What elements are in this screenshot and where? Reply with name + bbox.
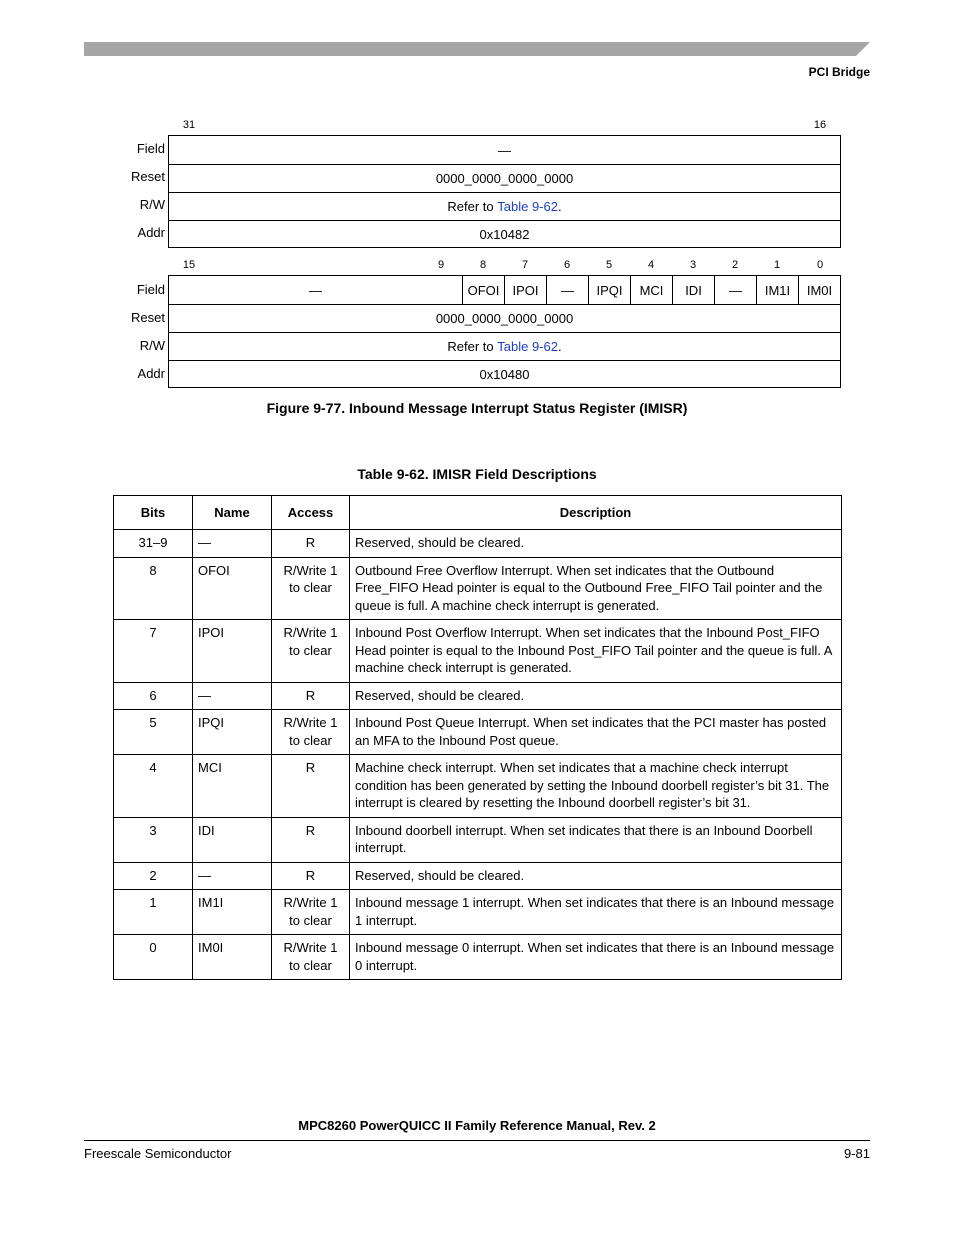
cell-name: — xyxy=(193,682,272,710)
header-bar xyxy=(84,42,870,56)
header-description: Description xyxy=(350,496,842,530)
bit-number: 2 xyxy=(731,259,739,271)
lower-field-row xyxy=(169,276,840,304)
table-row xyxy=(114,710,842,755)
cell-description: Reserved, should be cleared. xyxy=(350,530,842,558)
cell-name: MCI xyxy=(193,755,272,818)
cell-access: R/Write 1 to clear xyxy=(272,710,350,755)
register-lower-box xyxy=(168,275,841,388)
lower-rw-prefix: Refer to xyxy=(447,339,498,354)
cell-description: Machine check interrupt. When set indicates that a machine check interrupt condition has been generated by setting the Inbound doorbell register’s bit 31. The interrupt is cleared by resetting the Inbound doorbell register’s bit 31. xyxy=(350,755,842,818)
upper-rw-row xyxy=(169,192,840,220)
upper-field-value: — xyxy=(498,142,511,158)
table-row xyxy=(114,682,842,710)
cell-name: IPQI xyxy=(193,710,272,755)
upper-addr-row xyxy=(169,220,840,248)
field-reserved-2: — xyxy=(714,276,756,304)
field-idi: IDI xyxy=(672,276,714,304)
field-ipoi: IPOI xyxy=(504,276,546,304)
cell-bits: 5 xyxy=(114,710,193,755)
upper-reset-value: 0000_0000_0000_0000 xyxy=(435,171,574,186)
cell-name: IM1I xyxy=(193,890,272,935)
cell-description: Outbound Free Overflow Interrupt. When set indicates that the Outbound Free_FIFO Head pointer is equal to the Outbound Free_FIFO Tail pointer and the queue is full. A machine check interrupt is generated. xyxy=(350,557,842,620)
cell-bits: 31–9 xyxy=(114,530,193,558)
lower-addr-value: 0x10480 xyxy=(479,367,530,382)
row-label-addr: Addr xyxy=(137,366,165,381)
cell-access: R/Write 1 to clear xyxy=(272,620,350,683)
field-im1i: IM1I xyxy=(756,276,798,304)
lower-reset-value: 0000_0000_0000_0000 xyxy=(435,311,574,326)
cell-bits: 0 xyxy=(114,935,193,980)
table-caption: Table 9-62. IMISR Field Descriptions xyxy=(357,466,597,482)
table-row xyxy=(114,862,842,890)
cell-access: R xyxy=(272,682,350,710)
lower-reset-row xyxy=(169,304,840,332)
table-row xyxy=(114,755,842,818)
upper-rw-table-link[interactable]: Table 9-62 xyxy=(497,199,558,214)
cell-access: R xyxy=(272,530,350,558)
table-row xyxy=(114,557,842,620)
page-number: 9-81 xyxy=(843,1146,870,1161)
section-title: PCI Bridge xyxy=(808,65,870,79)
bit-number: 6 xyxy=(563,259,571,271)
cell-bits: 4 xyxy=(114,755,193,818)
cell-access: R/Write 1 to clear xyxy=(272,890,350,935)
bit-number: 7 xyxy=(521,259,529,271)
field-mci: MCI xyxy=(630,276,672,304)
field-reserved-6: — xyxy=(546,276,588,304)
upper-rw-suffix: . xyxy=(557,199,562,214)
cell-name: IPOI xyxy=(193,620,272,683)
cell-access: R/Write 1 to clear xyxy=(272,557,350,620)
field-ofoi: OFOI xyxy=(462,276,504,304)
cell-name: IDI xyxy=(193,817,272,862)
bit-number: 1 xyxy=(773,259,781,271)
field-reserved-15-9: — xyxy=(309,282,322,298)
register-upper-box xyxy=(168,135,841,248)
table-row xyxy=(114,620,842,683)
footer-company: Freescale Semiconductor xyxy=(84,1146,232,1161)
row-label-rw: R/W xyxy=(139,338,165,353)
cell-description: Inbound Post Queue Interrupt. When set indicates that the PCI master has posted an MFA to the Inbound Post queue. xyxy=(350,710,842,755)
header-access: Access xyxy=(272,496,350,530)
cell-name: — xyxy=(193,862,272,890)
cell-access: R xyxy=(272,862,350,890)
cell-access: R xyxy=(272,817,350,862)
cell-description: Inbound message 0 interrupt. When set indicates that there is an Inbound message 0 interrupt. xyxy=(350,935,842,980)
bit-number: 9 xyxy=(437,259,445,271)
cell-bits: 1 xyxy=(114,890,193,935)
cell-description: Inbound Post Overflow Interrupt. When set indicates that the Inbound Post_FIFO Head pointer is equal to the Inbound Post_FIFO Tail pointer and the queue is full. A machine check interrupt is generated. xyxy=(350,620,842,683)
row-label-field: Field xyxy=(136,141,165,156)
table-row xyxy=(114,890,842,935)
row-label-addr: Addr xyxy=(137,225,165,240)
upper-addr-value: 0x10482 xyxy=(479,227,530,242)
header-name: Name xyxy=(193,496,272,530)
row-label-reset: Reset xyxy=(131,310,165,325)
table-row xyxy=(114,817,842,862)
lower-rw-suffix: . xyxy=(557,339,562,354)
cell-access: R/Write 1 to clear xyxy=(272,935,350,980)
table-row xyxy=(114,935,842,980)
cell-bits: 8 xyxy=(114,557,193,620)
footer-title: MPC8260 PowerQUICC II Family Reference Manual, Rev. 2 xyxy=(298,1118,656,1133)
lower-rw-row xyxy=(169,332,840,360)
bit-number: 16 xyxy=(813,119,827,131)
table-header-row xyxy=(114,496,842,530)
row-label-field: Field xyxy=(136,282,165,297)
footer-divider xyxy=(84,1140,870,1141)
table-row xyxy=(114,530,842,558)
cell-description: Reserved, should be cleared. xyxy=(350,862,842,890)
bit-number: 15 xyxy=(182,259,196,271)
cell-access: R xyxy=(272,755,350,818)
cell-bits: 2 xyxy=(114,862,193,890)
field-ipqi: IPQI xyxy=(588,276,630,304)
bit-number: 8 xyxy=(479,259,487,271)
header-bits: Bits xyxy=(114,496,193,530)
lower-addr-row xyxy=(169,360,840,388)
upper-reset-row xyxy=(169,164,840,192)
cell-bits: 6 xyxy=(114,682,193,710)
row-label-rw: R/W xyxy=(139,197,165,212)
upper-rw-prefix: Refer to xyxy=(447,199,498,214)
figure-caption: Figure 9-77. Inbound Message Interrupt Status Register (IMISR) xyxy=(266,400,688,416)
cell-description: Inbound message 1 interrupt. When set indicates that there is an Inbound message 1 interrupt. xyxy=(350,890,842,935)
cell-bits: 7 xyxy=(114,620,193,683)
cell-name: — xyxy=(193,530,272,558)
bit-number: 31 xyxy=(182,119,196,131)
cell-description: Inbound doorbell interrupt. When set indicates that there is an Inbound Doorbell interrupt. xyxy=(350,817,842,862)
cell-name: IM0I xyxy=(193,935,272,980)
upper-field-row xyxy=(169,136,840,164)
bit-number: 5 xyxy=(605,259,613,271)
cell-description: Reserved, should be cleared. xyxy=(350,682,842,710)
row-label-reset: Reset xyxy=(131,169,165,184)
lower-rw-table-link[interactable]: Table 9-62 xyxy=(497,339,558,354)
field-description-table xyxy=(113,495,842,980)
bit-number: 0 xyxy=(816,259,824,271)
bit-number: 4 xyxy=(647,259,655,271)
cell-bits: 3 xyxy=(114,817,193,862)
field-im0i: IM0I xyxy=(798,276,840,304)
bit-number: 3 xyxy=(689,259,697,271)
cell-name: OFOI xyxy=(193,557,272,620)
